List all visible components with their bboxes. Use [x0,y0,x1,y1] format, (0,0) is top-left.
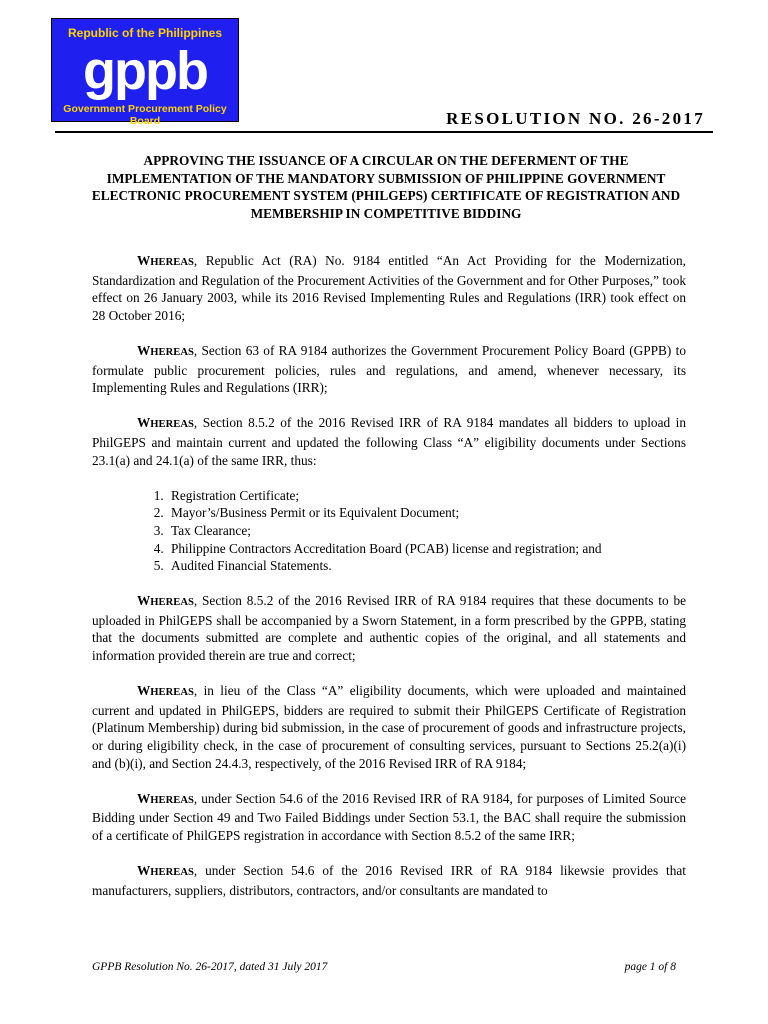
eligibility-documents-list [92,487,637,575]
logo-mark: gppb [83,41,207,101]
whereas-paragraph: WHEREAS, under Section 54.6 of the 2016 Revised IRR of RA 9184 likewsie provides that manufacturers, suppliers, distributors, contractors, and/or consultants are mandated to [92,863,686,898]
list-item: 3. Tax Clearance; [167,522,637,540]
whereas-paragraph: WHEREAS, Section 8.5.2 of the 2016 Revised IRR of RA 9184 mandates all bidders to upload in PhilGEPS and maintain current and updated the following Class “A” eligibility documents under Sections 23.1(a) and 24.1(a) of the same IRR, thus: [92,415,686,468]
list-item: 5. Audited Financial Statements. [167,557,637,575]
resolution-number: RESOLUTION NO. 26-2017 [446,109,705,128]
logo-bottom-text: Government Procurement Policy Board [63,103,227,127]
footer-citation: GPPB Resolution No. 26-2017, dated 31 July 2017 [92,961,328,973]
gppb-logo [51,18,239,127]
whereas-paragraph: WHEREAS, Republic Act (RA) No. 9184 entitled “An Act Providing for the Modernization, Standardization and Regulation of the Procurement Activities of the Government and for Other Purposes,” took effect on 26 January 2003, while its 2016 Revised Implementing Rules and Regulations (IRR) took effect on 28 October 2016; [92,253,686,323]
header-divider [55,131,713,133]
logo-top-text: Republic of the Philippines [67,26,222,40]
document-body [92,252,686,899]
list-item: 1. Registration Certificate; [167,487,637,505]
whereas-paragraph: WHEREAS, Section 63 of RA 9184 authorizes the Government Procurement Policy Board (GPPB) to formulate public procurement policies, rules and regulations, and amend, whenever necessary, its Implementing Rules and Regulations (IRR); [92,342,686,396]
resolution-title: APPROVING THE ISSUANCE OF A CIRCULAR ON THE DEFERMENT OF THE IMPLEMENTATION OF THE MANDATORY SUBMISSION OF PHILIPPINE GOVERNMENT ELECTRONIC PROCUREMENT SYSTEM (PHILGEPS) CERTIFICATE OF REGISTRATION AND MEMBERSHIP IN COMPETITIVE BIDDING [91,153,681,221]
list-item: 4. Philippine Contractors Accreditation Board (PCAB) license and registration; and [167,540,637,558]
whereas-paragraph: WHEREAS, in lieu of the Class “A” eligibility documents, which were uploaded and maintained current and updated in PhilGEPS, bidders are required to submit their PhilGEPS Certificate of Registration (Platinum Membership) during bid submission, in the case of procurement of goods and infrastructure projects, or during eligibility check, in the case of procurement of consulting services, pursuant to Sections 25.2(a)(i) and (b)(i), and Section 24.4.3, respectively, of the 2016 Revised IRR of RA 9184; [92,683,686,771]
whereas-paragraph: WHEREAS, under Section 54.6 of the 2016 Revised IRR of RA 9184, for purposes of Limited Source Bidding under Section 49 and Two Failed Biddings under Section 53.1, the BAC shall require the submission of a certificate of PhilGEPS registration in accordance with Section 8.5.2 of the same IRR; [92,790,686,843]
whereas-paragraph: WHEREAS, Section 8.5.2 of the 2016 Revised IRR of RA 9184 requires that these documents to be uploaded in PhilGEPS shall be accompanied by a Sworn Statement, in a form prescribed by the GPPB, stating that the documents submitted are complete and authentic copies of the original, and all statements and information provided therein are true and correct; [92,593,686,664]
page-number: page 1 of 8 [624,961,676,973]
list-item: 2. Mayor’s/Business Permit or its Equivalent Document; [167,504,637,522]
